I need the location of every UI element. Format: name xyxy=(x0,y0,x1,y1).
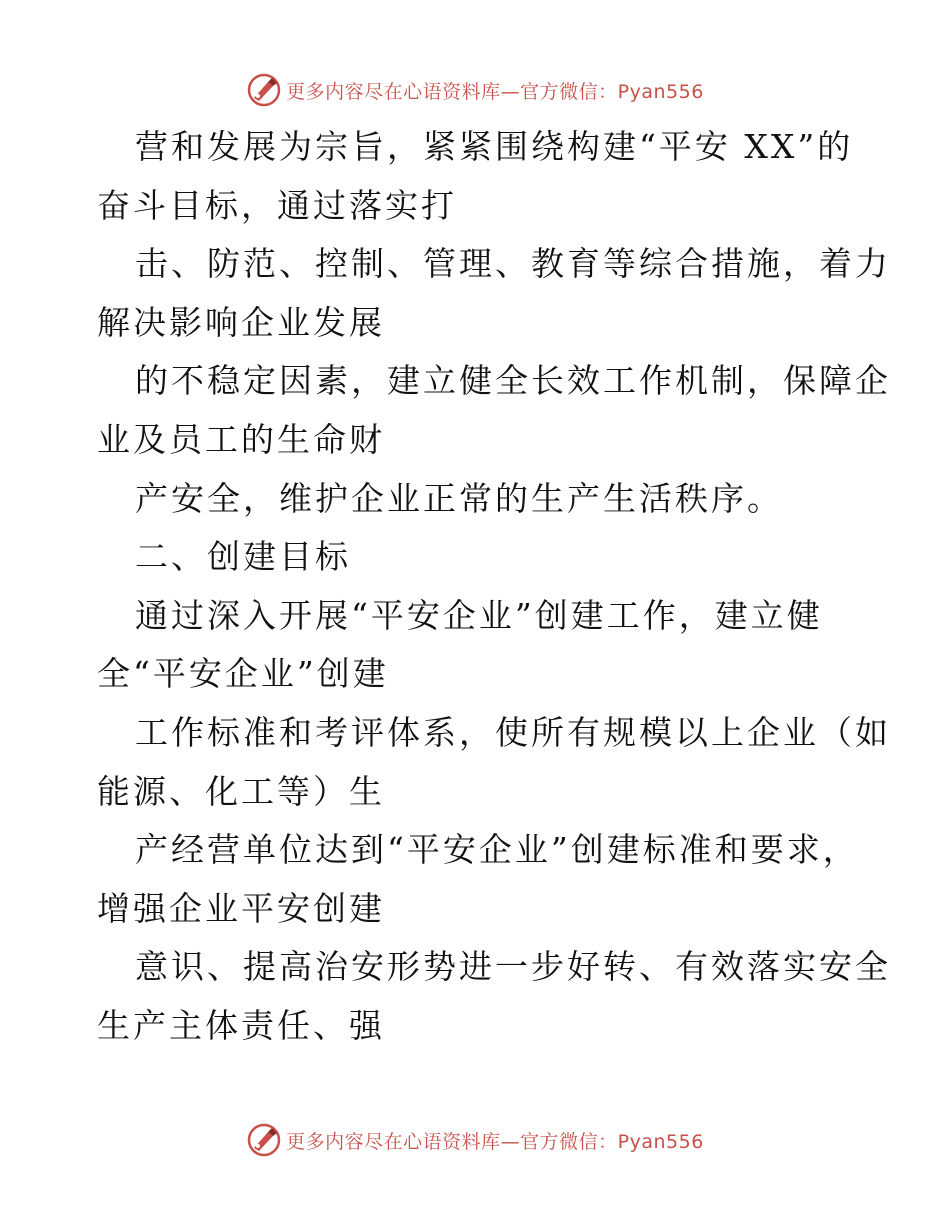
document-body xyxy=(97,118,891,1056)
header-watermark xyxy=(0,70,950,110)
text-line: 工作标准和考评体系，使所有规模以上企业（如 xyxy=(135,712,891,752)
text-line: 产经营单位达到“平安企业”创建标准和要求， xyxy=(135,830,859,870)
footer-watermark xyxy=(0,1120,950,1160)
text-line: 意识、提高治安形势进一步好转、有效落实安全 xyxy=(135,947,891,987)
text-line: 生产主体责任、强 xyxy=(97,1005,385,1045)
section-heading: 二、创建目标 xyxy=(135,537,351,577)
watermark-text: 更多内容尽在心语资料库—官方微信：Pyan556 xyxy=(286,1130,704,1153)
text-line: 的不稳定因素，建立健全长效工作机制，保障企 xyxy=(135,361,891,401)
text-line: 营和发展为宗旨，紧紧围绕构建“平安 XX”的 xyxy=(135,127,854,166)
watermark-text: 更多内容尽在心语资料库—官方微信：Pyan556 xyxy=(286,80,704,103)
text-line: 全“平安企业”创建 xyxy=(97,654,389,694)
pen-logo-icon xyxy=(246,1122,282,1158)
text-line: 击、防范、控制、管理、教育等综合措施，着力 xyxy=(135,244,891,284)
text-line: 业及员工的生命财 xyxy=(97,419,385,459)
text-line: 奋斗目标，通过落实打 xyxy=(97,185,457,225)
text-line: 解决影响企业发展 xyxy=(97,302,385,342)
pen-logo-icon xyxy=(246,72,282,108)
text-line: 能源、化工等）生 xyxy=(97,771,385,811)
text-line: 通过深入开展“平安企业”创建工作，建立健 xyxy=(135,595,823,635)
text-line: 增强企业平安创建 xyxy=(97,888,385,928)
text-line: 产安全，维护企业正常的生产生活秩序。 xyxy=(135,478,783,518)
